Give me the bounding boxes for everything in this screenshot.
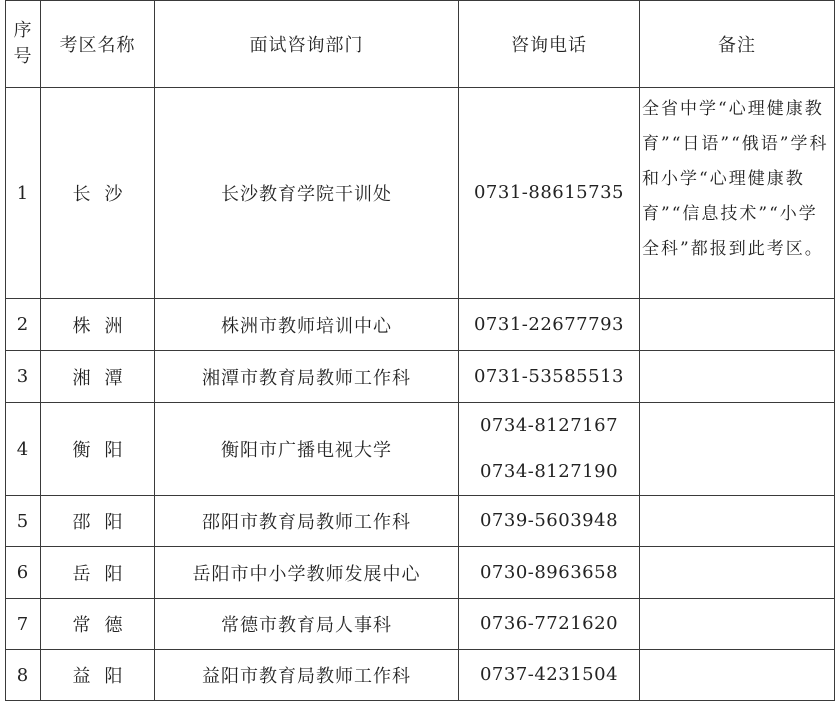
header-note: 备注 <box>640 1 835 88</box>
table-row <box>6 547 835 599</box>
row-department: 长沙教育学院干训处 <box>155 88 459 299</box>
row-seq: 2 <box>6 299 41 351</box>
row-seq: 7 <box>6 599 41 650</box>
row-note <box>640 403 835 496</box>
table-row <box>6 403 835 496</box>
row-phone <box>459 403 640 496</box>
row-phone <box>459 88 640 299</box>
row-department: 常德市教育局人事科 <box>155 599 459 650</box>
table-row <box>6 599 835 650</box>
row-seq: 8 <box>6 650 41 701</box>
row-department: 衡阳市广播电视大学 <box>155 403 459 496</box>
row-region: 岳阳 <box>41 547 155 599</box>
phone-number: 0731-88615735 <box>473 182 624 203</box>
phone-number: 0739-5603948 <box>479 510 619 531</box>
row-department: 邵阳市教育局教师工作科 <box>155 496 459 547</box>
row-phone <box>459 351 640 403</box>
row-department: 益阳市教育局教师工作科 <box>155 650 459 701</box>
header-seq-line1: 序 <box>13 20 33 41</box>
phone-number: 0731-22677793 <box>473 313 624 335</box>
row-note: 全省中学“心理健康教育”“日语”“俄语”学科和小学“心理健康教育”“信息技术”“小学全科”都报到此考区。 <box>640 88 835 299</box>
row-region: 邵阳 <box>41 496 155 547</box>
row-seq: 5 <box>6 496 41 547</box>
row-phone <box>459 299 640 351</box>
phone-number: 0734-8127190 <box>479 461 619 482</box>
row-note <box>640 299 835 351</box>
row-department: 岳阳市中小学教师发展中心 <box>155 547 459 599</box>
row-phone <box>459 650 640 701</box>
row-note <box>640 351 835 403</box>
contact-table <box>5 0 835 701</box>
row-note <box>640 547 835 599</box>
phone-number: 0734-8127167 <box>479 415 619 436</box>
table-row <box>6 88 835 299</box>
row-note <box>640 650 835 701</box>
phone-number: 0731-53585513 <box>473 365 624 387</box>
row-seq: 1 <box>6 88 41 299</box>
row-department: 湘潭市教育局教师工作科 <box>155 351 459 403</box>
row-phone <box>459 496 640 547</box>
table-row <box>6 496 835 547</box>
header-phone: 咨询电话 <box>459 1 640 88</box>
row-region: 益阳 <box>41 650 155 701</box>
header-row <box>6 1 835 88</box>
header-seq <box>6 1 41 88</box>
row-phone <box>459 599 640 650</box>
header-region: 考区名称 <box>41 1 155 88</box>
table-row <box>6 650 835 701</box>
phone-number: 0737-4231504 <box>479 664 619 685</box>
row-region: 衡阳 <box>41 403 155 496</box>
row-phone <box>459 547 640 599</box>
header-seq-line2: 号 <box>13 46 33 67</box>
table-row <box>6 351 835 403</box>
header-department: 面试咨询部门 <box>155 1 459 88</box>
phone-number: 0736-7721620 <box>479 613 619 634</box>
row-seq: 3 <box>6 351 41 403</box>
row-region: 长沙 <box>41 88 155 299</box>
row-department: 株洲市教师培训中心 <box>155 299 459 351</box>
row-region: 常德 <box>41 599 155 650</box>
row-region: 湘潭 <box>41 351 155 403</box>
row-seq: 4 <box>6 403 41 496</box>
row-note <box>640 496 835 547</box>
phone-number: 0730-8963658 <box>479 561 619 583</box>
row-region: 株洲 <box>41 299 155 351</box>
row-seq: 6 <box>6 547 41 599</box>
table-row <box>6 299 835 351</box>
row-note <box>640 599 835 650</box>
